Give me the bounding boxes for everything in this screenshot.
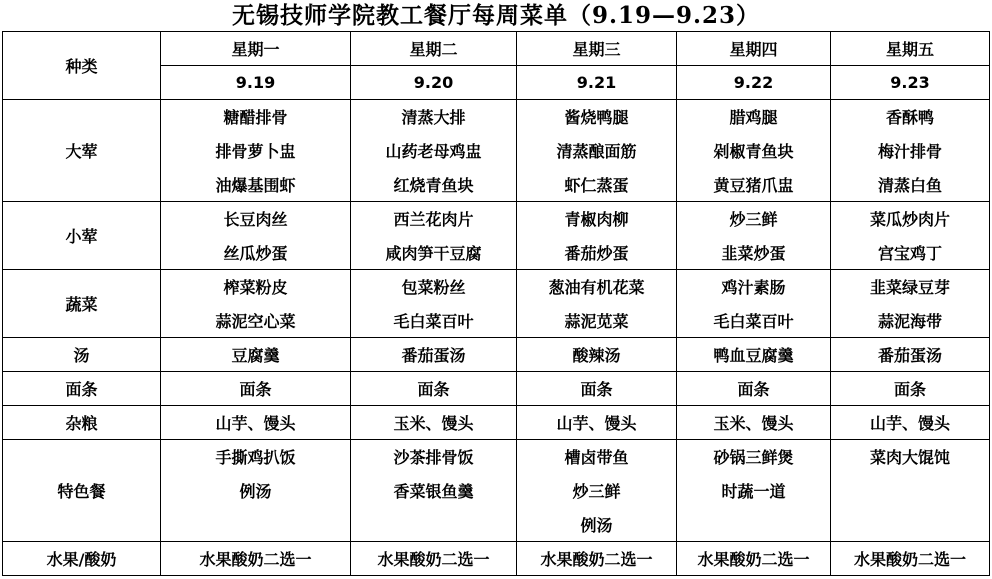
- category-header: 种类: [3, 32, 161, 100]
- dish-cell: 面条: [677, 372, 831, 406]
- dish-cell: 韭菜炒蛋: [677, 236, 831, 270]
- dish-cell: 香菜银鱼羹: [351, 474, 517, 508]
- dish-cell: 咸肉笋干豆腐: [351, 236, 517, 270]
- dish-cell: 玉米、馒头: [677, 406, 831, 440]
- dish-cell: 毛白菜百叶: [351, 304, 517, 338]
- menu-row: [3, 542, 990, 576]
- day-header: 星期四: [677, 32, 831, 66]
- category-cell: 特色餐: [3, 440, 161, 542]
- dish-cell: 菜瓜炒肉片: [831, 202, 990, 236]
- dish-cell: 例汤: [517, 508, 677, 542]
- dish-cell: 鸡汁素肠: [677, 270, 831, 304]
- dish-cell: 水果酸奶二选一: [161, 542, 351, 576]
- dish-cell: 面条: [831, 372, 990, 406]
- dish-cell: 葱油有机花菜: [517, 270, 677, 304]
- day-header: 星期五: [831, 32, 990, 66]
- dish-cell: 鸭血豆腐羹: [677, 338, 831, 372]
- dish-cell: 排骨萝卜盅: [161, 134, 351, 168]
- date-header: 9.19: [161, 66, 351, 100]
- menu-title: 无锡技师学院教工餐厅每周菜单（9.19—9.23）: [231, 2, 761, 29]
- dish-cell: 山芋、馒头: [161, 406, 351, 440]
- dish-cell: 丝瓜炒蛋: [161, 236, 351, 270]
- dish-cell: 宫宝鸡丁: [831, 236, 990, 270]
- category-cell: 小荤: [3, 202, 161, 270]
- dish-cell: 清蒸大排: [351, 100, 517, 134]
- dish-cell: 黄豆猪爪盅: [677, 168, 831, 202]
- menu-row: [3, 270, 990, 304]
- dish-cell: 时蔬一道: [677, 474, 831, 508]
- dish-cell: 榨菜粉皮: [161, 270, 351, 304]
- dish-cell: 水果酸奶二选一: [351, 542, 517, 576]
- dish-cell: 蒜泥海带: [831, 304, 990, 338]
- category-cell: 蔬菜: [3, 270, 161, 338]
- category-cell: 大荤: [3, 100, 161, 202]
- dish-cell: 酸辣汤: [517, 338, 677, 372]
- menu-row: [3, 372, 990, 406]
- dish-cell: 油爆基围虾: [161, 168, 351, 202]
- dish-cell: 腊鸡腿: [677, 100, 831, 134]
- dish-cell: 玉米、馒头: [351, 406, 517, 440]
- category-cell: 水果/酸奶: [3, 542, 161, 576]
- dish-cell: 水果酸奶二选一: [677, 542, 831, 576]
- menu-row: [3, 406, 990, 440]
- dish-cell: 毛白菜百叶: [677, 304, 831, 338]
- dish-cell: 糖醋排骨: [161, 100, 351, 134]
- dish-cell: 手撕鸡扒饭: [161, 440, 351, 474]
- dish-cell: 砂锅三鲜煲: [677, 440, 831, 474]
- date-header: 9.20: [351, 66, 517, 100]
- dish-cell: 酱烧鸭腿: [517, 100, 677, 134]
- dish-cell: 红烧青鱼块: [351, 168, 517, 202]
- dish-cell: 面条: [161, 372, 351, 406]
- dish-cell: 菜肉大馄饨: [831, 440, 990, 474]
- date-header: 9.21: [517, 66, 677, 100]
- dish-cell: 水果酸奶二选一: [831, 542, 990, 576]
- dish-cell: [161, 508, 351, 542]
- menu-row: [3, 100, 990, 134]
- dish-cell: [831, 508, 990, 542]
- dish-cell: 清蒸酿面筋: [517, 134, 677, 168]
- dish-cell: 梅汁排骨: [831, 134, 990, 168]
- menu-row: [3, 440, 990, 474]
- dish-cell: 清蒸白鱼: [831, 168, 990, 202]
- day-header: 星期三: [517, 32, 677, 66]
- menu-row: [3, 338, 990, 372]
- dish-cell: 面条: [351, 372, 517, 406]
- dish-cell: 番茄蛋汤: [351, 338, 517, 372]
- menu-row: [3, 202, 990, 236]
- category-cell: 杂粮: [3, 406, 161, 440]
- dish-cell: 番茄炒蛋: [517, 236, 677, 270]
- dish-cell: 蒜泥苋菜: [517, 304, 677, 338]
- dish-cell: 槽卤带鱼: [517, 440, 677, 474]
- header-days-row: [3, 32, 990, 66]
- dish-cell: 山药老母鸡盅: [351, 134, 517, 168]
- date-header: 9.22: [677, 66, 831, 100]
- dish-cell: 面条: [517, 372, 677, 406]
- dish-cell: 香酥鸭: [831, 100, 990, 134]
- dish-cell: 沙茶排骨饭: [351, 440, 517, 474]
- dish-cell: 长豆肉丝: [161, 202, 351, 236]
- dish-cell: [351, 508, 517, 542]
- category-cell: 面条: [3, 372, 161, 406]
- dish-cell: 炒三鲜: [677, 202, 831, 236]
- dish-cell: 山芋、馒头: [831, 406, 990, 440]
- dish-cell: 例汤: [161, 474, 351, 508]
- dish-cell: 山芋、馒头: [517, 406, 677, 440]
- dish-cell: 剁椒青鱼块: [677, 134, 831, 168]
- dish-cell: 青椒肉柳: [517, 202, 677, 236]
- dish-cell: 包菜粉丝: [351, 270, 517, 304]
- dish-cell: 水果酸奶二选一: [517, 542, 677, 576]
- category-cell: 汤: [3, 338, 161, 372]
- day-header: 星期二: [351, 32, 517, 66]
- dish-cell: [677, 508, 831, 542]
- dish-cell: 韭菜绿豆芽: [831, 270, 990, 304]
- day-header: 星期一: [161, 32, 351, 66]
- dish-cell: 蒜泥空心菜: [161, 304, 351, 338]
- weekly-menu-table: [2, 31, 990, 576]
- dish-cell: [831, 474, 990, 508]
- date-header: 9.23: [831, 66, 990, 100]
- dish-cell: 豆腐羹: [161, 338, 351, 372]
- dish-cell: 炒三鲜: [517, 474, 677, 508]
- dish-cell: 西兰花肉片: [351, 202, 517, 236]
- dish-cell: 虾仁蒸蛋: [517, 168, 677, 202]
- dish-cell: 番茄蛋汤: [831, 338, 990, 372]
